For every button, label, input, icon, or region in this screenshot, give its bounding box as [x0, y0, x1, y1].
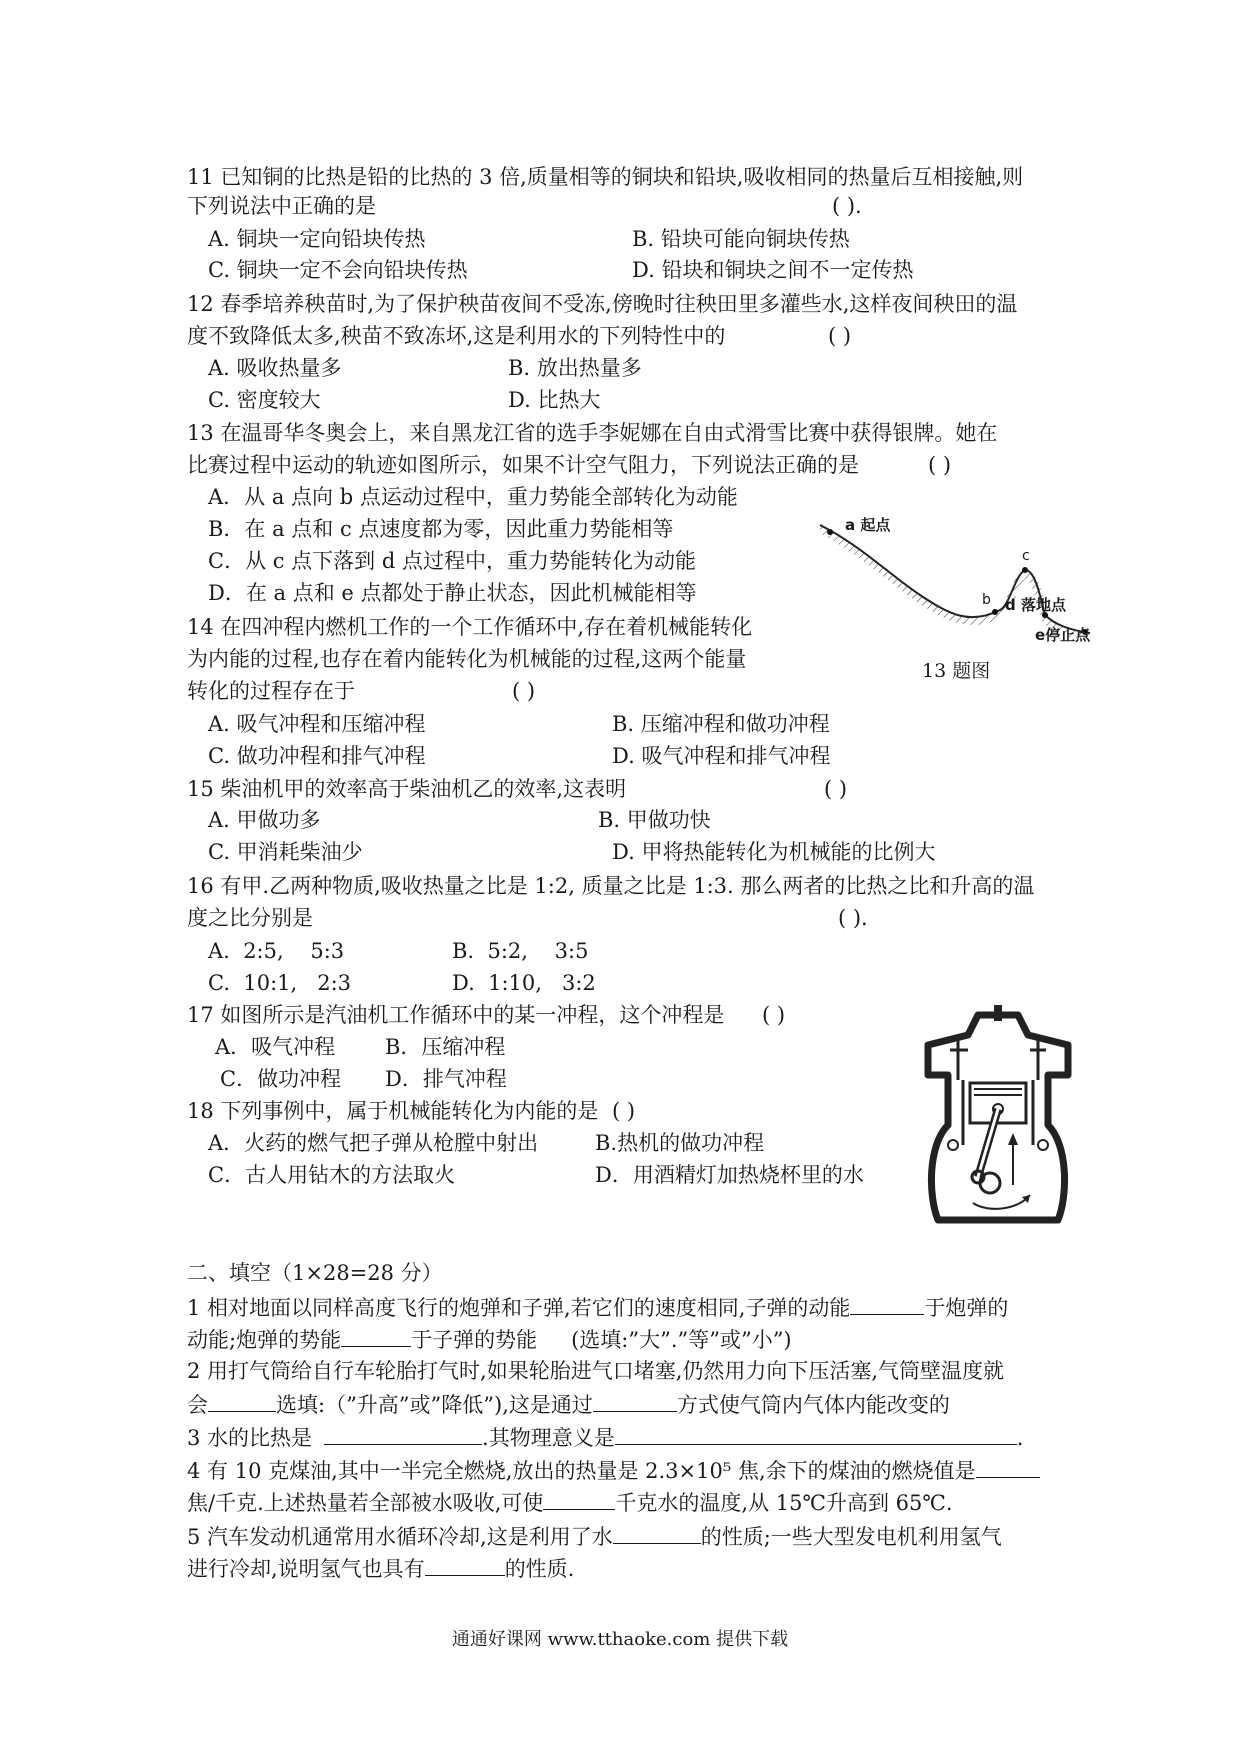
q17-option-c: C．做功冲程 — [220, 1067, 342, 1091]
engine-cylinder-figure — [918, 1005, 1078, 1225]
q17-stem: 17 如图所示是汽油机工作循环中的某一冲程，这个冲程是 — [187, 1003, 725, 1027]
fig13-label-c: c — [1022, 548, 1030, 564]
fig13-label-b: b — [982, 592, 991, 608]
fig13-caption: 13 题图 — [922, 660, 991, 682]
q12-stem-line2: 度不致降低太多,秧苗不致冻坏,这是利用水的下列特性中的 — [187, 324, 726, 348]
s2-q3-line — [187, 1422, 1023, 1452]
s2-q2-line1: 2 用打气筒给自行车轮胎打气时,如果轮胎进气口堵塞,仍然用力向下压活塞,气筒壁温度就 — [187, 1359, 1005, 1383]
fig13-label-e: e停止点 — [1035, 626, 1091, 644]
q15-answer-bracket: ( ) — [824, 777, 848, 801]
q12-option-c: C. 密度较大 — [208, 388, 321, 412]
q11-option-c: C. 铜块一定不会向铅块传热 — [208, 258, 468, 282]
q12-stem-line1: 12 春季培养秧苗时,为了保护秧苗夜间不受冻,傍晚时往秧田里多灌些水,这样夜间秧田的温 — [187, 292, 1018, 316]
q15-stem: 15 柴油机甲的效率高于柴油机乙的效率,这表明 — [187, 777, 627, 801]
q13-option-b: B．在 a 点和 c 点速度都为零，因此重力势能相等 — [208, 517, 674, 541]
q13-option-d: D．在 a 点和 e 点都处于静止状态，因此机械能相等 — [208, 581, 697, 605]
section2-title: 二、填空（1×28=28 分） — [187, 1261, 443, 1285]
q14-stem-line1: 14 在四冲程内燃机工作的一个工作循环中,存在着机械能转化 — [187, 615, 753, 639]
s2-q5-blank-1 — [613, 1521, 701, 1544]
ski-trajectory-figure — [800, 515, 1100, 685]
q15-option-b: B. 甲做功快 — [598, 808, 711, 832]
q16-option-a: A. 2:5, 5:3 — [208, 939, 345, 963]
s2-q4-line2 — [187, 1487, 953, 1517]
q14-option-d: D. 吸气冲程和排气冲程 — [612, 744, 831, 768]
s2-q1-text-2: 于炮弹的 — [924, 1296, 1009, 1320]
q12-option-a: A. 吸收热量多 — [208, 356, 342, 380]
q12-option-d: D. 比热大 — [508, 388, 601, 412]
q18-option-d: D．用酒精灯加热烧杯里的水 — [595, 1163, 864, 1187]
q18-option-a: A．火药的燃气把子弹从枪膛中射出 — [208, 1131, 539, 1155]
q15-option-c: C. 甲消耗柴油少 — [208, 840, 363, 864]
s2-q2-line2 — [187, 1389, 950, 1419]
s2-q2-blank-2 — [593, 1389, 677, 1412]
q13-stem-line1: 13 在温哥华冬奥会上，来自黑龙江省的选手李妮娜在自由式滑雪比赛中获得银牌。她在 — [187, 421, 998, 445]
q18-stem: 18 下列事例中，属于机械能转化为内能的是 — [187, 1099, 599, 1123]
s2-q2-blank-1 — [208, 1389, 276, 1412]
q12-option-b: B. 放出热量多 — [508, 356, 642, 380]
q11-option-a: A. 铜块一定向铅块传热 — [208, 227, 426, 251]
q14-answer-bracket: ( ) — [512, 679, 536, 703]
q11-answer-bracket: ( ). — [832, 194, 862, 218]
fig13-label-d: d 落地点 — [1005, 596, 1066, 614]
q16-stem-line1: 16 有甲.乙两种物质,吸收热量之比是 1:2, 质量之比是 1:3. 那么两者的比热之比和升高的温 — [187, 874, 1035, 898]
q11-stem-line2: 下列说法中正确的是 — [187, 194, 376, 218]
s2-q3-text-3: . — [1016, 1426, 1024, 1450]
fig13-label-a: a 起点 — [845, 516, 891, 534]
q11-stem-line1: 11 已知铜的比热是铅的比热的 3 倍,质量相等的铜块和铅块,吸收相同的热量后互相接触,则 — [187, 165, 1024, 189]
s2-q2-text-4: 方式使气筒内气体内能改变的 — [676, 1393, 950, 1417]
s2-q1-text-1: 1 相对地面以同样高度飞行的炮弹和子弹,若它们的速度相同,子弹的动能 — [187, 1296, 851, 1320]
s2-q4-text-2: 焦/千克.上述热量若全部被水吸收,可使 — [187, 1491, 544, 1515]
q13-option-c: C．从 c 点下落到 d 点过程中，重力势能转化为动能 — [208, 549, 696, 573]
s2-q1-line1 — [187, 1292, 1008, 1322]
q13-answer-bracket: ( ) — [928, 453, 952, 477]
q18-option-b: B.热机的做功冲程 — [595, 1131, 765, 1155]
s2-q5-line2 — [187, 1553, 574, 1583]
s2-q4-text-1: 4 有 10 克煤油,其中一半完全燃烧,放出的热量是 2.3×10⁵ 焦,余下的煤油的燃烧值是 — [187, 1459, 976, 1483]
s2-q2-text-2: 会 — [187, 1393, 208, 1417]
q17-option-a: A．吸气冲程 — [215, 1035, 336, 1059]
s2-q1-text-5: (选填:”大”.”等”或”小”) — [571, 1328, 792, 1352]
s2-q3-text-1: 3 水的比热是 — [187, 1426, 313, 1450]
s2-q5-line1 — [187, 1521, 1002, 1551]
s2-q2-text-3: 选填:（”升高”或”降低”),这是通过 — [276, 1393, 593, 1417]
s2-q5-text-1: 5 汽车发动机通常用水循环冷却,这是利用了水 — [187, 1525, 613, 1549]
q17-option-b: B．压缩冲程 — [385, 1035, 506, 1059]
s2-q3-blank-2 — [615, 1422, 1017, 1445]
q14-option-c: C. 做功冲程和排气冲程 — [208, 744, 426, 768]
s2-q5-text-4: 的性质. — [504, 1557, 575, 1581]
s2-q1-text-4: 于子弹的势能 — [411, 1328, 538, 1352]
s2-q4-blank-1 — [976, 1455, 1040, 1478]
q13-option-a: A．从 a 点向 b 点运动过程中，重力势能全部转化为动能 — [208, 485, 738, 509]
q14-stem-line3: 转化的过程存在于 — [187, 679, 355, 703]
s2-q1-line2 — [187, 1324, 792, 1354]
s2-q5-text-2: 的性质;一些大型发电机利用氢气 — [700, 1525, 1002, 1549]
s2-q3-text-2: .其物理意义是 — [482, 1426, 615, 1450]
q16-stem-line2: 度之比分别是 — [187, 906, 313, 930]
s2-q5-blank-2 — [425, 1553, 505, 1576]
s2-q1-blank-2 — [341, 1324, 411, 1347]
s2-q4-line1 — [187, 1455, 1040, 1485]
q16-option-c: C. 10:1, 2:3 — [208, 971, 352, 995]
s2-q4-blank-2 — [543, 1487, 615, 1510]
s2-q5-text-3: 进行冷却,说明氢气也具有 — [187, 1557, 425, 1581]
q17-option-d: D．排气冲程 — [385, 1067, 507, 1091]
page-footer: 通通好课网 www.tthaoke.com 提供下载 — [451, 1629, 789, 1650]
q16-option-b: B. 5:2, 3:5 — [452, 939, 589, 963]
q11-option-d: D. 铅块和铜块之间不一定传热 — [632, 258, 914, 282]
s2-q1-blank-1 — [850, 1292, 924, 1315]
q14-option-b: B. 压缩冲程和做功冲程 — [612, 712, 830, 736]
q12-answer-bracket: ( ) — [828, 324, 852, 348]
q15-option-d: D. 甲将热能转化为机械能的比例大 — [612, 840, 936, 864]
s2-q4-text-3: 千克水的温度,从 15℃升高到 65℃. — [615, 1491, 953, 1515]
q11-option-b: B. 铅块可能向铜块传热 — [632, 227, 850, 251]
q16-answer-bracket: ( ). — [838, 906, 868, 930]
q14-option-a: A. 吸气冲程和压缩冲程 — [208, 712, 426, 736]
q13-stem-line2: 比赛过程中运动的轨迹如图所示，如果不计空气阻力，下列说法正确的是 — [187, 453, 859, 477]
q14-stem-line2: 为内能的过程,也存在着内能转化为机械能的过程,这两个能量 — [187, 647, 747, 671]
q17-answer-bracket: ( ) — [762, 1003, 786, 1027]
s2-q1-text-3: 动能;炮弹的势能 — [187, 1328, 342, 1352]
q18-option-c: C．古人用钻木的方法取火 — [208, 1163, 456, 1187]
q15-option-a: A. 甲做功多 — [208, 808, 321, 832]
s2-q3-blank-1 — [324, 1422, 482, 1445]
q16-option-d: D. 1:10, 3:2 — [452, 971, 596, 995]
q18-answer-bracket: ( ) — [612, 1099, 636, 1123]
